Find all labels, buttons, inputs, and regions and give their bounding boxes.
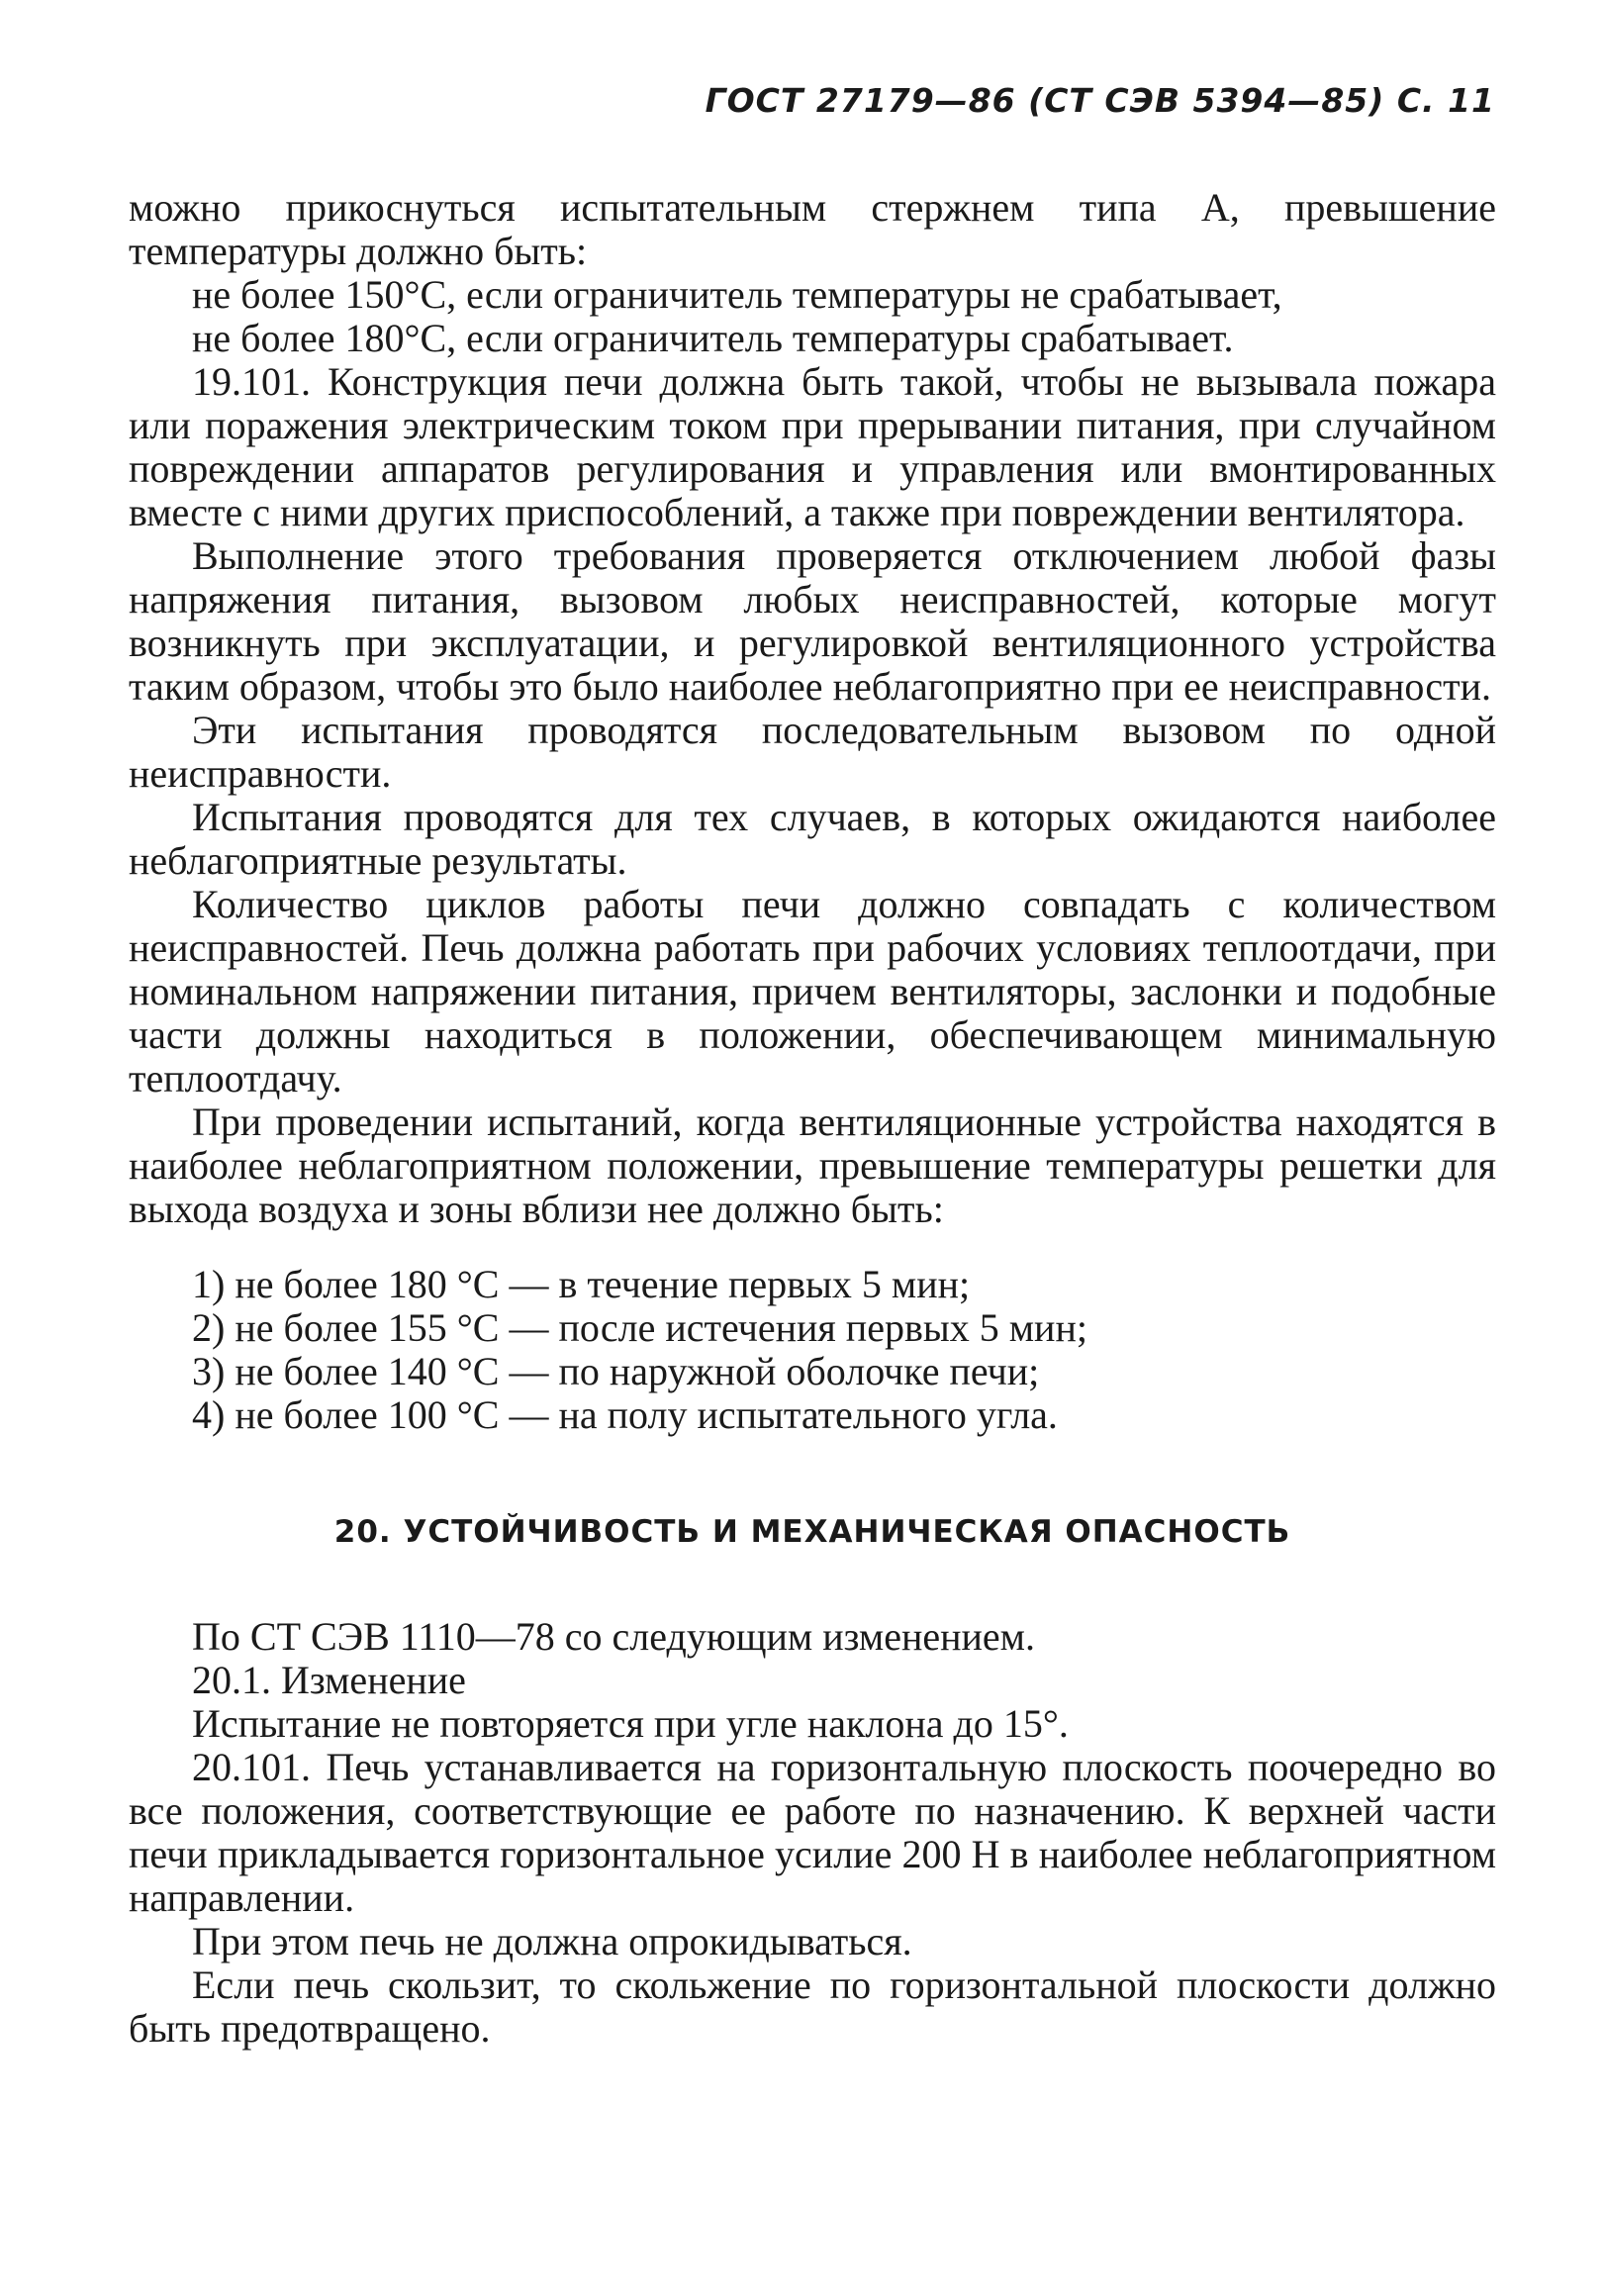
list-item: 4) не более 100 °С — на полу испытательного угла. — [192, 1392, 1058, 1437]
running-header: ГОСТ 27179—86 (СТ СЭВ 5394—85) С. 11 — [705, 81, 1495, 120]
clause-20-101: 20.101. Печь устанавливается на горизонтальную плоскость поочередно во все положения, соответствующие ее работе по назначению. К верхней части печи прикладывается горизонтальное усилие 200 Н в наиболее неблагоприятном направлении. — [129, 1745, 1496, 1920]
paragraph: По СТ СЭВ 1110—78 со следующим изменением. — [192, 1614, 1035, 1659]
paragraph: Выполнение этого требования проверяется отключением любой фазы напряжения питания, вызовом любых неисправностей, которые могут возникнуть при эксплуатации, и регулировкой вентиляционного устройства таким образом, чтобы это было наиболее неблагоприятно при ее неисправности. — [129, 533, 1496, 709]
clause-20-1: 20.1. Изменение — [192, 1658, 466, 1702]
paragraph: Если печь скользит, то скольжение по горизонтальной плоскости должно быть предотвращено. — [129, 1962, 1496, 2051]
page-body — [129, 186, 1496, 2051]
paragraph: При этом печь не должна опрокидываться. — [192, 1919, 912, 1963]
paragraph: Эти испытания проводятся последовательным вызовом по одной неисправности. — [129, 708, 1496, 796]
paragraph: Испытание не повторяется при угле наклона до 15°. — [192, 1701, 1069, 1746]
list-item: 3) не более 140 °С — по наружной оболочке печи; — [192, 1349, 1040, 1393]
paragraph: не более 150°С, если ограничитель температуры не срабатывает, — [192, 272, 1282, 317]
paragraph: При проведении испытаний, когда вентиляционные устройства находятся в наиболее неблагоприятном положении, превышение температуры решетки для выхода воздуха и зоны вблизи нее должно быть: — [129, 1100, 1496, 1231]
paragraph: Испытания проводятся для тех случаев, в которых ожидаются наиболее неблагоприятные результаты. — [129, 795, 1496, 883]
temperature-limits-list — [129, 1263, 1496, 1437]
paragraph: можно прикоснуться испытательным стержнем типа А, превышение температуры должно быть: — [129, 185, 1496, 273]
section-heading: 20. УСТОЙЧИВОСТЬ И МЕХАНИЧЕСКАЯ ОПАСНОСТЬ — [333, 1514, 1291, 1550]
list-item: 2) не более 155 °С — после истечения первых 5 мин; — [192, 1305, 1087, 1350]
list-item: 1) не более 180 °С — в течение первых 5 мин; — [192, 1262, 971, 1306]
paragraph: не более 180°С, если ограничитель температуры срабатывает. — [192, 316, 1234, 360]
clause-19-101: 19.101. Конструкция печи должна быть такой, чтобы не вызывала пожара или поражения электрическим током при прерывании питания, при случайном повреждении аппаратов регулирования и управления или вмонтированных вместе с ними других приспособлений, а также при повреждении вентилятора. — [129, 359, 1496, 534]
paragraph: Количество циклов работы печи должно совпадать с количеством неисправностей. Печь должна работать при рабочих условиях теплоотдачи, при номинальном напряжении питания, причем вентиляторы, заслонки и подобные части должны находиться в положении, обеспечивающем минимальную теплоотдачу. — [129, 882, 1496, 1100]
